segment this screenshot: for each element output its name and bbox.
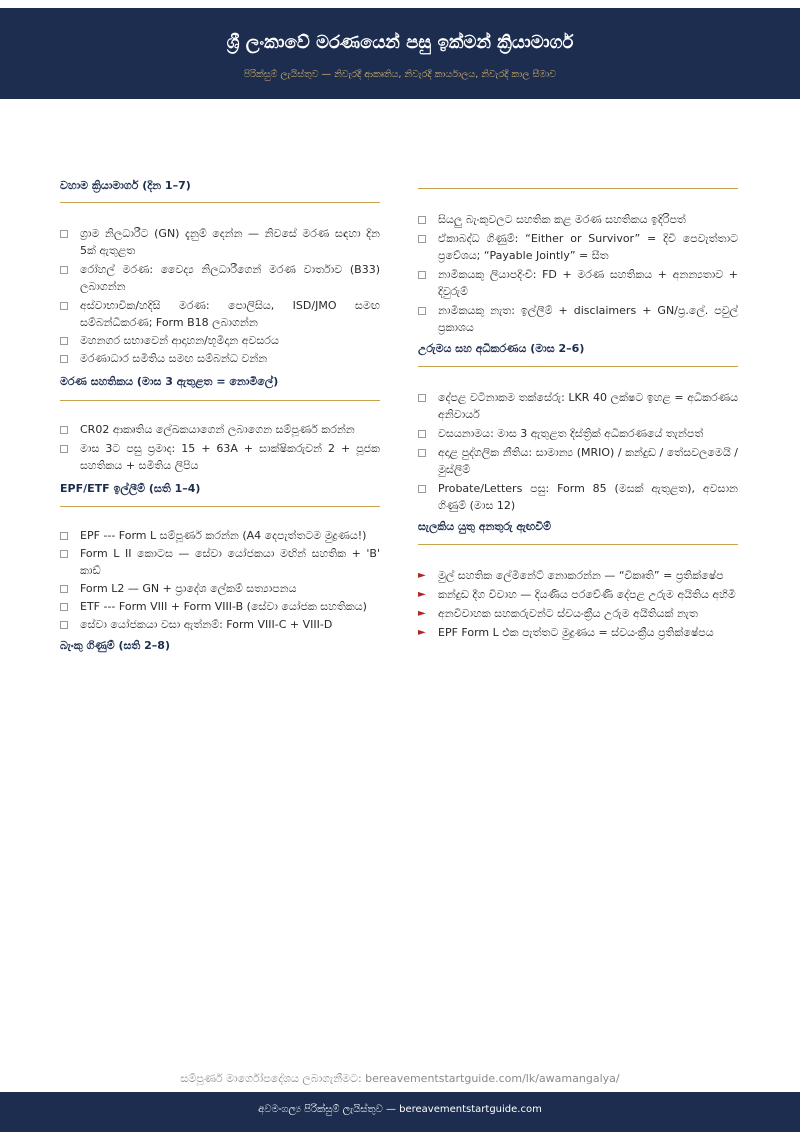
section-divider: [418, 366, 738, 367]
section-divider: [418, 188, 738, 189]
red-triangle-bullet-icon: ►: [418, 627, 426, 638]
checkbox-icon[interactable]: [418, 216, 426, 224]
checklist-item: මාස 3ට පසු ප්‍රමාද: 15 + 63A + සාක්ෂිකරුවන් 2 + පූජක සහතිකය + සමිතිය ලිපිය: [60, 440, 380, 474]
checkbox-icon[interactable]: [418, 307, 426, 315]
checkbox-icon[interactable]: [60, 426, 68, 434]
checkbox-icon[interactable]: [418, 485, 426, 493]
checklist-item: අදාළ පුද්ගලික නීතිය: සාමාන්‍ය (MRIO) / කන්දුඩ / තේසවලමෙයි / මුස්ලිම්: [418, 444, 738, 478]
warning-item: ► මුල් සහතික ලේමිනේට් නොකරන්න — “විකෘති” = ප්‍රතික්ෂේප: [418, 569, 724, 582]
checklist-item: මරණාධාර සමිතිය සමඟ සම්බන්ධ වන්න: [60, 350, 380, 367]
warning-item: ► කන්දුඩ දීග විවාහ — දියණිය පරවේණි දේපළ උරුම අයිතිය අහිමි: [418, 588, 736, 601]
warning-list: [418, 567, 738, 641]
right-column: [418, 178, 738, 641]
checkbox-icon[interactable]: [60, 603, 68, 611]
checklist-item: සේවා යෝජකයා වසා ඇත්නම්: Form VIII-C + VIII-D: [60, 616, 380, 633]
checklist: [60, 225, 380, 367]
footer-bar-text: අවමංගල්‍ය පිරික්සුම් ලැයිස්තුව — bereavementstartguide.com: [258, 1104, 542, 1115]
red-triangle-bullet-icon: ►: [418, 608, 426, 619]
footer-bar: [0, 1092, 800, 1132]
left-column: [60, 179, 380, 653]
checklist-item: EPF --- Form L සම්පූර්ණ කරන්න (A4 දෙපැත්තටම මුද්‍රණය!): [60, 527, 380, 544]
checkbox-icon[interactable]: [60, 550, 68, 558]
checkbox-icon[interactable]: [60, 621, 68, 629]
checkbox-icon[interactable]: [60, 302, 68, 310]
checklist-item: මහනගර සභාවෙන් ආදාහන/භූමිදාන අවසරය: [60, 332, 380, 349]
section-death-certificate: [60, 375, 380, 474]
checklist-item: දේපළ වටිනාකම තක්සේරු: LKR 40 ලක්ෂට ඉහළ = අධිකරණය අනිවාර්ය: [418, 389, 738, 423]
checklist-item: Form L2 — GN + ප්‍රාදේශ ලේකම් සත්‍යාපනය: [60, 580, 380, 597]
footer-guide-link[interactable]: සම්පූර්ණ මාර්ගෝපදේශය ලබාගැනීමට: bereavementstartguide.com/lk/awamangalya/: [180, 1072, 620, 1085]
checklist-item: Form L II කොටස — සේවා යෝජකයා මඟින් සහතික + 'B' කාඩ්: [60, 545, 380, 579]
section-divider: [60, 400, 380, 401]
checklist: [60, 527, 380, 633]
section-immediate: [60, 179, 380, 367]
checklist-item: ETF --- Form VIII + Form VIII-B (සේවා යෝජක සහතිකය): [60, 598, 380, 615]
checkbox-icon[interactable]: [60, 337, 68, 345]
section-divider: [60, 506, 380, 507]
page-header: [0, 8, 800, 99]
page-title: ශ්‍රී ලංකාවේ මරණයෙන් පසු ඉක්මන් ක්‍රියාමාර්ග: [226, 32, 574, 53]
checkbox-icon[interactable]: [418, 430, 426, 438]
checklist-item: වසයනාමය: මාස 3 ඇතුළත දිස්ත්‍රික් අධිකරණයේ තැන්පත්: [418, 425, 738, 442]
checkbox-icon[interactable]: [418, 394, 426, 402]
warning-item: ► EPF Form L එක පැත්තට මුද්‍රණය = ස්වයංක්‍රීය ප්‍රතික්ෂේපය: [418, 626, 714, 639]
section-title: මරණ සහතිකය (මාස 3 ඇතුළත = නොමිලේ): [60, 375, 279, 388]
checklist-item: නාමිකයකු නැත: ඉල්ලීම් + disclaimers + GN/ප්‍ර.ලේ. පවුල් ප්‍රකාශය: [418, 302, 738, 336]
section-bank-accounts: [60, 639, 380, 653]
checkbox-icon[interactable]: [60, 532, 68, 540]
section-warnings: [418, 520, 738, 641]
checklist-item: ඒකාබද්ධ ගිණුම්: “Either or Survivor” = දිවි පෙවැත්තාට ප්‍රවේශය; “Payable Jointly” = සීත: [418, 230, 738, 264]
checkbox-icon[interactable]: [60, 585, 68, 593]
checklist-item: අස්වාභාවික/හදිසි මරණ: පොලිසිය, ISD/JMO සමඟ සම්බන්ධීකරණ; Form B18 ලබාගන්න: [60, 297, 380, 331]
section-epf-etf: [60, 482, 380, 633]
checkbox-icon[interactable]: [418, 449, 426, 457]
checklist-item: නාමිකයකු ලියාපදිංචි: FD + මරණ සහතිකය + අනන්‍යතාව + දිවුරුම්: [418, 266, 738, 300]
checklist-item: ග්‍රාම නිලධාරීට (GN) දැනුම් දෙන්න — නිවසේ මරණ සඳහා දින 5ක් ඇතුළත: [60, 225, 380, 259]
checkbox-icon[interactable]: [418, 235, 426, 243]
checkbox-icon[interactable]: [418, 271, 426, 279]
checklist: [60, 421, 380, 474]
section-inheritance-court: [418, 342, 738, 514]
checklist: [418, 389, 738, 514]
page-subtitle: පිරික්සුම් ලැයිස්තුව — නිවැරදි ආකෘතිය, නිවැරදි කාර්යාලය, නිවැරදි කාල සීමාව: [243, 69, 557, 80]
section-title: EPF/ETF ඉල්ලීම් (සති 1–4): [60, 482, 201, 495]
checkbox-icon[interactable]: [60, 230, 68, 238]
section-divider: [418, 544, 738, 545]
section-title: සැලකිය යුතු අනතුරු ඇඟවීම්: [418, 520, 551, 533]
checklist-item: රෝහල් මරණ: වෛද්‍ය නිලධාරීගෙන් මරණ වාර්තාව (B33) ලබාගන්න: [60, 261, 380, 295]
checklist-item: සියලු බැංකුවලට සහතික කළ මරණ සහතිකය ඉදිරිපත්: [418, 211, 738, 228]
checklist-item: Probate/Letters පසු: Form 85 (මසක් ඇතුළත), අවසාන ගිණුම් (මාස 12): [418, 480, 738, 514]
checklist-item: CR02 ආකෘතිය ලේඛකයාගෙන් ලබාගෙන සම්පූර්ණ කරන්න: [60, 421, 380, 438]
section-title: වහාම ක්‍රියාමාර්ග (දින 1–7): [60, 179, 191, 192]
checklist: [418, 211, 738, 336]
section-title: බැංකු ගිණුම් (සති 2–8): [60, 639, 170, 652]
checkbox-icon[interactable]: [60, 355, 68, 363]
red-triangle-bullet-icon: ►: [418, 589, 426, 600]
warning-item: ► අනවිවාහක සහකරුවන්ට ස්වයංක්‍රීය උරුම අයිතියක් නැත: [418, 607, 698, 620]
section-title: උරුමය සහ අධිකරණය (මාස 2–6): [418, 342, 585, 355]
red-triangle-bullet-icon: ►: [418, 570, 426, 581]
section-divider: [60, 202, 380, 203]
checkbox-icon[interactable]: [60, 445, 68, 453]
checkbox-icon[interactable]: [60, 266, 68, 274]
